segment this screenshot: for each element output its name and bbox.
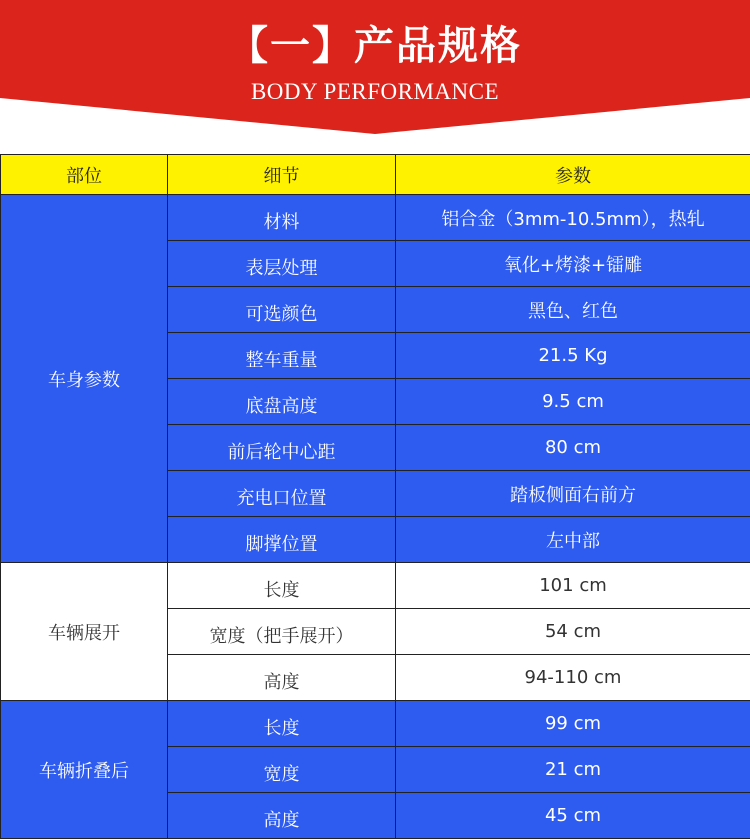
value-cell: 99 cm xyxy=(396,701,750,747)
detail-cell: 可选颜色 xyxy=(168,287,396,333)
detail-cell: 整车重量 xyxy=(168,333,396,379)
section-title: 【一】产品规格 xyxy=(0,20,750,72)
detail-cell: 宽度（把手展开） xyxy=(168,609,396,655)
detail-cell: 充电口位置 xyxy=(168,471,396,517)
detail-cell: 长度 xyxy=(168,563,396,609)
value-cell: 21 cm xyxy=(396,747,750,793)
detail-cell: 材料 xyxy=(168,195,396,241)
detail-cell: 脚撑位置 xyxy=(168,517,396,563)
value-cell: 54 cm xyxy=(396,609,750,655)
detail-cell: 宽度 xyxy=(168,747,396,793)
detail-cell: 长度 xyxy=(168,701,396,747)
group-part-cell: 车身参数 xyxy=(1,195,168,563)
value-cell: 黑色、红色 xyxy=(396,287,750,333)
table-header-row xyxy=(1,155,750,195)
header-value: 参数 xyxy=(396,155,750,195)
detail-cell: 底盘高度 xyxy=(168,379,396,425)
value-cell: 左中部 xyxy=(396,517,750,563)
detail-cell: 前后轮中心距 xyxy=(168,425,396,471)
detail-cell: 高度 xyxy=(168,793,396,839)
detail-cell: 表层处理 xyxy=(168,241,396,287)
value-cell: 铝合金（3mm-10.5mm），热轧 xyxy=(396,195,750,241)
table-row xyxy=(1,563,750,609)
value-cell: 9.5 cm xyxy=(396,379,750,425)
value-cell: 45 cm xyxy=(396,793,750,839)
detail-cell: 高度 xyxy=(168,655,396,701)
group-part-cell: 车辆展开 xyxy=(1,563,168,701)
spec-table xyxy=(0,154,750,839)
table-row xyxy=(1,701,750,747)
value-cell: 踏板侧面右前方 xyxy=(396,471,750,517)
section-subtitle: BODY PERFORMANCE xyxy=(0,78,750,106)
value-cell: 氧化+烤漆+镭雕 xyxy=(396,241,750,287)
header-detail: 细节 xyxy=(168,155,396,195)
value-cell: 101 cm xyxy=(396,563,750,609)
group-part-cell: 车辆折叠后 xyxy=(1,701,168,839)
value-cell: 21.5 Kg xyxy=(396,333,750,379)
table-row xyxy=(1,195,750,241)
header-part: 部位 xyxy=(1,155,168,195)
value-cell: 80 cm xyxy=(396,425,750,471)
value-cell: 94-110 cm xyxy=(396,655,750,701)
